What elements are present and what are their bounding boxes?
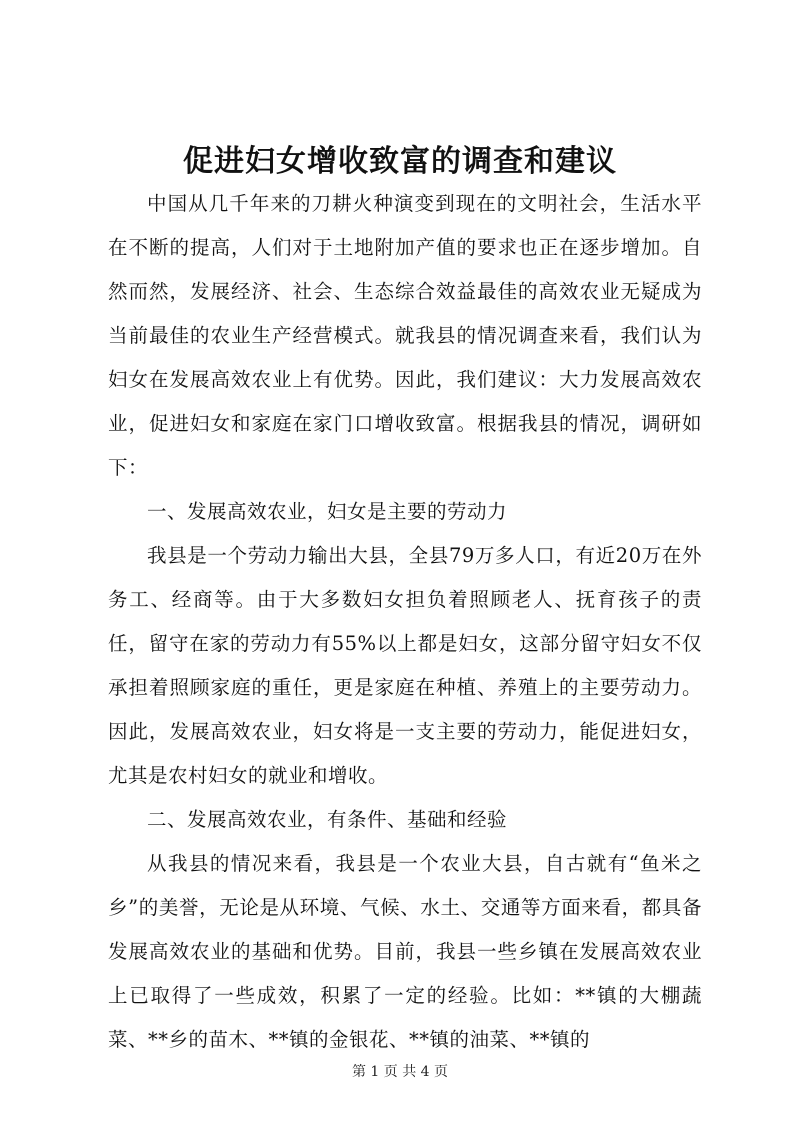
paragraph-intro: 中国从几千年来的刀耕火种演变到现在的文明社会，生活水平在不断的提高，人们对于土地附加产值的要求也正在逐步增加。自然而然，发展经济、社会、生态综合效益最佳的高效农业无疑成为当前最佳的农业生产经营模式。就我县的情况调查来看，我们认为妇女在发展高效农业上有优势。因此，我们建议：大力发展高效农业，促进妇女和家庭在家门口增收致富。根据我县的情况，调研如下： [108,192,702,479]
section-heading-1: 一、发展高效农业，妇女是主要的劳动力 [147,500,508,523]
page-number-footer: 第 1 页 共 4 页 [351,1064,449,1080]
document-title: 促进妇女增收致富的调查和建议 [183,144,617,179]
paragraph-section-1: 我县是一个劳动力输出大县，全县79万多人口，有近20万在外务工、经商等。由于大多数妇女担负着照顾老人、抚育孩子的责任，留守在家的劳动力有55%以上都是妇女，这部分留守妇女不仅承担着照顾家庭的重任，更是家庭在种植、养殖上的主要劳动力。因此，发展高效农业，妇女将是一支主要的劳动力，能促进妇女，尤其是农村妇女的就业和增收。 [108,544,702,787]
document-body [108,182,702,1062]
section-heading-2: 二、发展高效农业，有条件、基础和经验 [147,808,508,831]
paragraph-section-2: 从我县的情况来看，我县是一个农业大县，自古就有“鱼米之乡”的美誉，无论是从环境、气候、水土、交通等方面来看，都具备发展高效农业的基础和优势。目前，我县一些乡镇在发展高效农业上已取得了一些成效，积累了一定的经验。比如：**镇的大棚蔬菜、**乡的苗木、**镇的金银花、**镇的油菜、**镇的 [108,852,702,1051]
